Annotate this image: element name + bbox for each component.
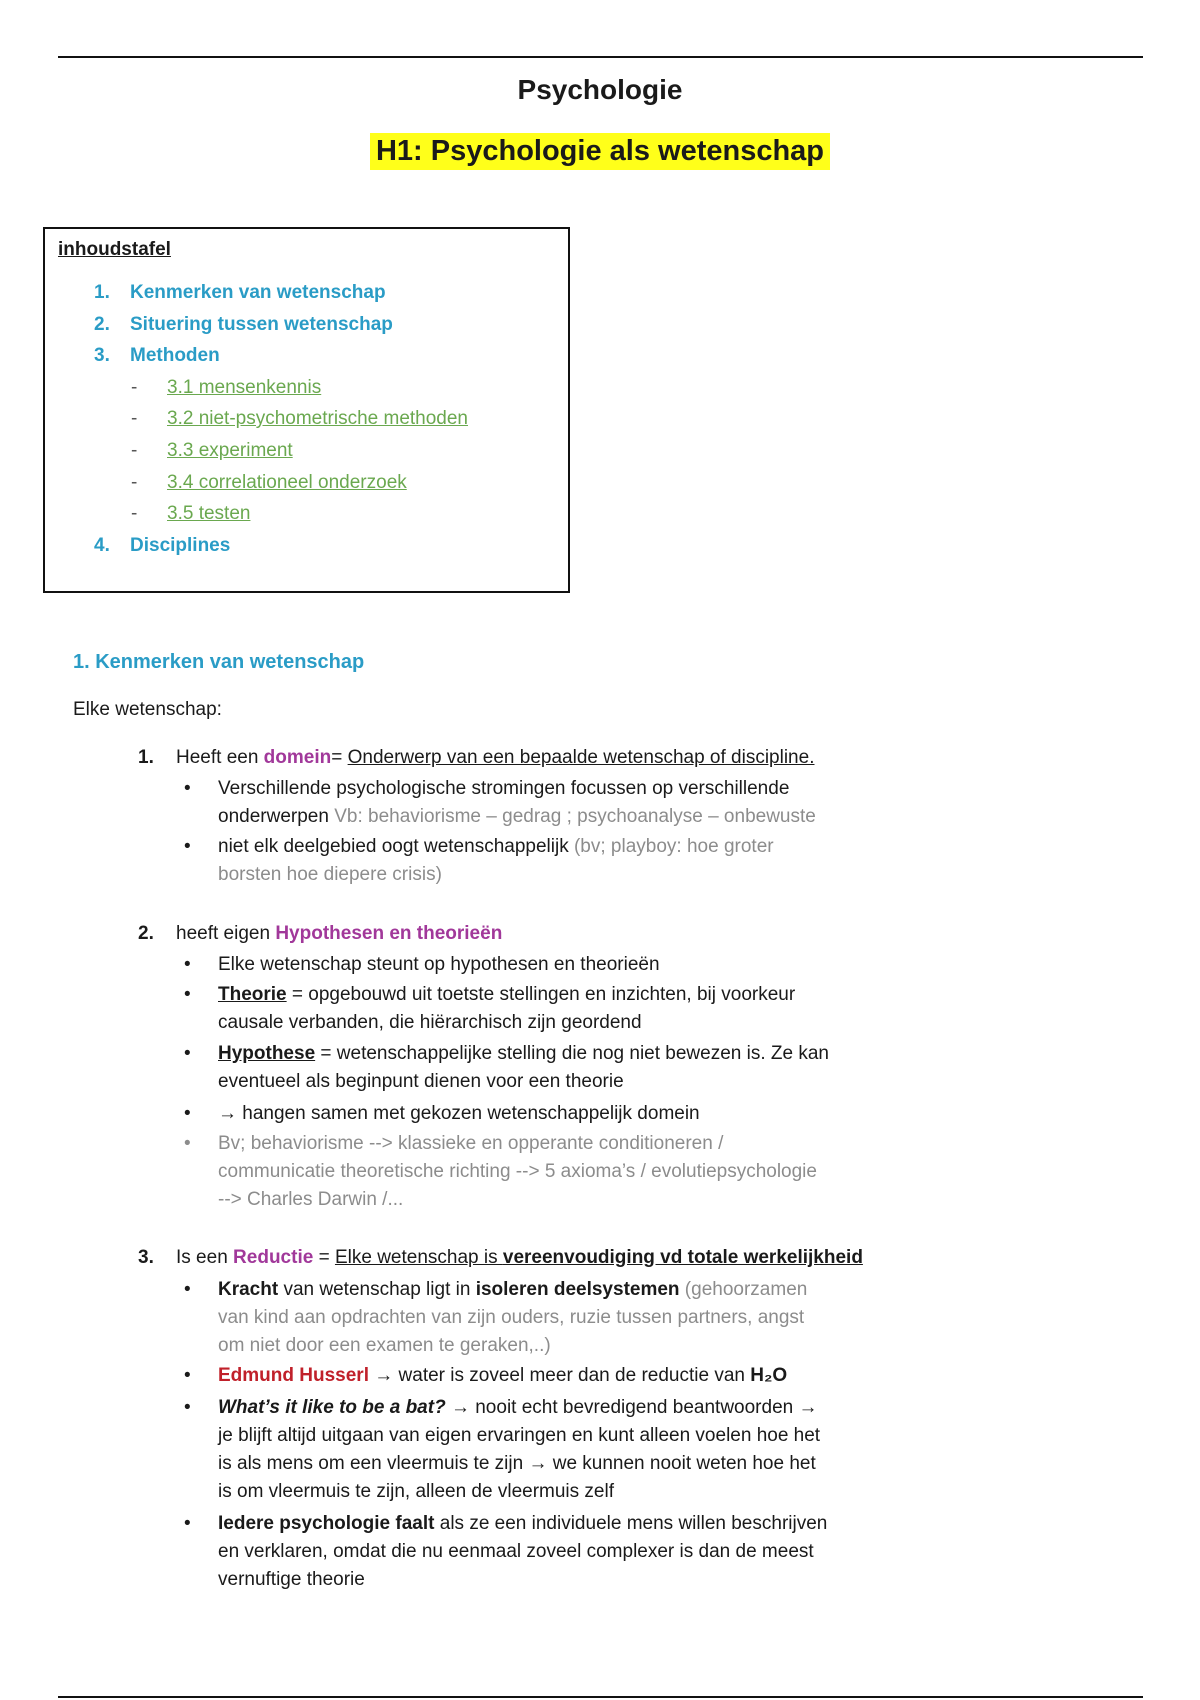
- toc-subitem[interactable]: - 3.5 testen: [131, 503, 251, 524]
- name-husserl: Edmund Husserl: [218, 1365, 369, 1386]
- list-item-reductie: 3. Is een Reductie = Elke wetenschap is vereenvoudiging vd totale werkelijkheid: [138, 1247, 863, 1268]
- toc-item-disciplines[interactable]: 4. Disciplines: [94, 535, 231, 556]
- toc-subitem[interactable]: - 3.2 niet-psychometrische methoden: [131, 408, 468, 429]
- bullet-item: • Elke wetenschap steunt op hypothesen en theorieën: [184, 951, 924, 979]
- bullet-item: • Theorie = opgebouwd uit toetste stellingen en inzichten, bij voorkeur causale verbanden, die hiërarchisch zijn geordend: [184, 981, 924, 1037]
- bullet-item: • Hypothese = wetenschappelijke stelling die nog niet bewezen is. Ze kan eventueel als beginpunt dienen voor een theorie: [184, 1040, 924, 1096]
- toc-item-methoden[interactable]: 3. Methoden: [94, 345, 220, 366]
- page-title: Psychologie: [517, 74, 683, 105]
- top-rule: [58, 56, 1143, 58]
- toc-subitem[interactable]: - 3.3 experiment: [131, 440, 293, 461]
- section-intro: Elke wetenschap:: [73, 699, 222, 720]
- table-of-contents: [43, 227, 570, 593]
- toc-heading: inhoudstafel: [58, 239, 171, 260]
- keyword-domein: domein: [263, 747, 332, 768]
- bullet-item: • Bv; behaviorisme --> klassieke en opperante conditioneren / communicatie theoretische richting --> 5 axioma’s / evolutiepsychologie --> Charles Darwin /...: [184, 1130, 924, 1214]
- toc-item-situering[interactable]: 2. Situering tussen wetenschap: [94, 314, 393, 335]
- keyword-reductie: Reductie: [233, 1247, 314, 1268]
- bullet-item: • → hangen samen met gekozen wetenschappelijk domein: [184, 1100, 924, 1128]
- toc-subitem[interactable]: - 3.4 correlationeel onderzoek: [131, 472, 407, 493]
- chapter-title: H1: Psychologie als wetenschap: [370, 133, 830, 170]
- toc-item-kenmerken[interactable]: 1. Kenmerken van wetenschap: [94, 282, 386, 303]
- list-item-domein: 1. Heeft een domein= Onderwerp van een bepaalde wetenschap of discipline.: [138, 747, 815, 768]
- bullet-item: • Edmund Husserl → water is zoveel meer dan de reductie van H₂O: [184, 1362, 924, 1390]
- list-item-hypothesen: 2. heeft eigen Hypothesen en theorieën: [138, 923, 503, 944]
- bullet-item: • Verschillende psychologische stromingen focussen op verschillende onderwerpen Vb: behaviorisme – gedrag ; psychoanalyse – onbewuste: [184, 775, 924, 831]
- section-heading: 1. Kenmerken van wetenschap: [73, 651, 365, 673]
- bullet-item: • Kracht van wetenschap ligt in isoleren deelsystemen (gehoorzamen van kind aan opdrachten van zijn ouders, ruzie tussen partners, angst om niet door een examen te geraken,..): [184, 1276, 924, 1360]
- bottom-rule: [58, 1696, 1143, 1698]
- subtitle-wrap: [0, 133, 1200, 170]
- bullet-item: • Iedere psychologie faalt als ze een individuele mens willen beschrijven en verklaren, omdat die nu eenmaal zoveel complexer is dan de meest vernuftige theorie: [184, 1510, 924, 1594]
- bullet-item: • niet elk deelgebied oogt wetenschappelijk (bv; playboy: hoe groter borsten hoe diepere crisis): [184, 833, 924, 889]
- bullet-item: • What’s it like to be a bat? → nooit echt bevredigend beantwoorden → je blijft altijd uitgaan van eigen ervaringen en kunt alleen voelen hoe het is als mens om een vleermuis te zijn → we kunnen nooit weten hoe het is om vleermuis te zijn, alleen de vleermuis zelf: [184, 1394, 924, 1506]
- toc-subitem[interactable]: - 3.1 mensenkennis: [131, 377, 322, 398]
- keyword-hypothesen: Hypothesen en theorieën: [275, 923, 503, 944]
